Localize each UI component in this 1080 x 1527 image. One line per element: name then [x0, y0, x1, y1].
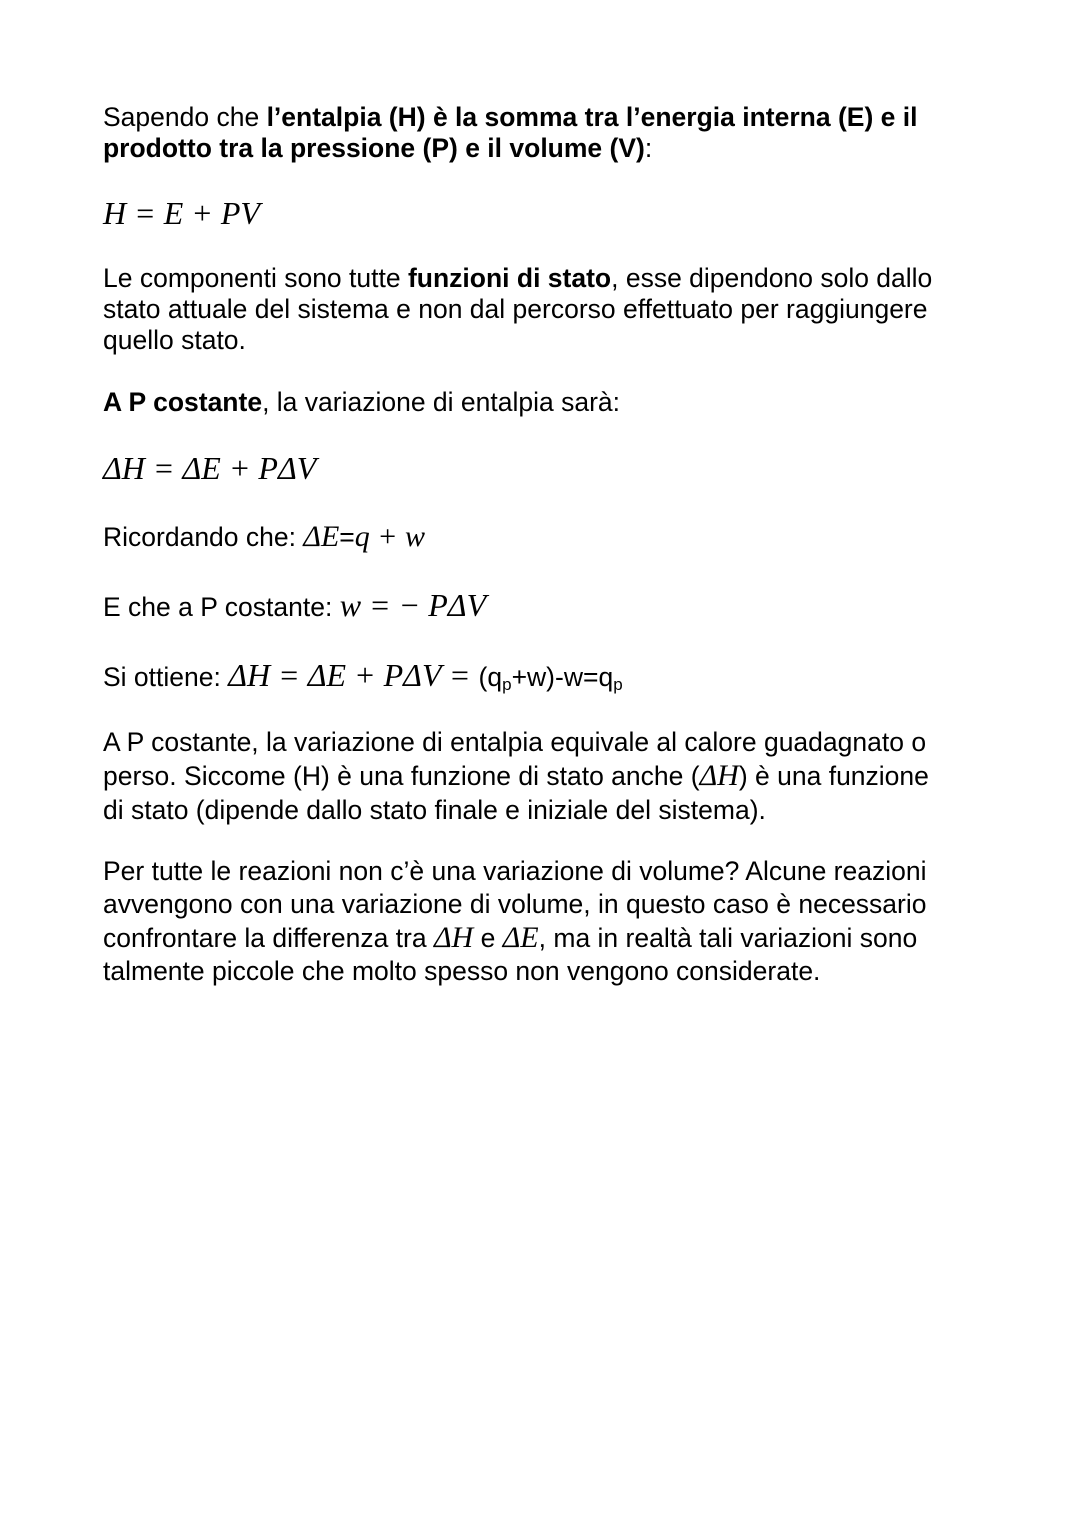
math-result: ΔH = ΔE + PΔV = — [228, 657, 479, 693]
equation-enthalpy — [103, 194, 260, 232]
text: = — [339, 522, 355, 552]
math-work: w = − PΔV — [339, 587, 487, 623]
work-at-constant-pressure-line — [103, 587, 983, 623]
text: +w)-w=q — [511, 662, 614, 692]
volume-variation-paragraph — [103, 855, 983, 988]
text: , ma in realtà tali variazioni sono — [538, 923, 918, 953]
text: Sapendo che — [103, 102, 267, 132]
text: (q — [478, 662, 503, 692]
math-delta-e: ΔE — [502, 921, 539, 954]
text: , la variazione di entalpia sarà: — [262, 387, 621, 417]
text: Si ottiene: — [103, 662, 229, 692]
text: stato attuale del sistema e non dal percorso effettuato per raggiungere — [103, 294, 928, 324]
text: perso. Siccome (H) è una funzione di stato anche ( — [103, 761, 700, 791]
text: di stato (dipende dallo stato finale e iniziale del sistema). — [103, 795, 766, 825]
bold-state-functions: funzioni di stato — [407, 263, 612, 293]
recall-internal-energy-line — [103, 521, 983, 553]
equation-delta-enthalpy — [103, 449, 316, 487]
bold-definition-line-2: prodotto tra la pressione (P) e il volume (V) — [103, 133, 645, 163]
text: Per tutte le reazioni non c’è una variazione di volume? Alcune reazioni — [103, 856, 927, 886]
text: E che a P costante: — [103, 592, 340, 622]
text: Le componenti sono tutte — [103, 263, 408, 293]
result-line — [103, 657, 983, 700]
text: : — [644, 133, 653, 163]
subscript-p: p — [613, 675, 623, 694]
text: ) è una funzione — [738, 761, 929, 791]
text: confrontare la differenza tra — [103, 923, 434, 953]
equation-text: H = E + PV — [103, 195, 260, 231]
text: e — [473, 923, 503, 953]
text: Ricordando che: — [103, 522, 304, 552]
equation-text: ΔH = ΔE + PΔV — [103, 450, 317, 486]
text: talmente piccole che molto spesso non vengono considerate. — [103, 956, 821, 986]
text: avvengono con una variazione di volume, in questo caso è necessario — [103, 889, 927, 919]
math-delta-h: ΔH — [699, 759, 739, 792]
constant-pressure-paragraph — [103, 387, 983, 418]
enthalpy-definition-paragraph — [103, 102, 983, 164]
math-delta-h: ΔH — [433, 921, 474, 954]
math-delta-e: ΔE — [303, 520, 340, 553]
bold-constant-pressure: A P costante — [103, 387, 263, 417]
text: , esse dipendono solo dallo — [611, 263, 933, 293]
text: A P costante, la variazione di entalpia equivale al calore guadagnato o — [103, 727, 927, 757]
text: quello stato. — [103, 325, 246, 355]
state-functions-paragraph — [103, 263, 983, 356]
math-q-plus-w: q + w — [354, 520, 426, 553]
heat-equivalence-paragraph — [103, 725, 983, 827]
subscript-p: p — [502, 675, 512, 694]
bold-definition-line-1: l’entalpia (H) è la somma tra l’energia interna (E) e il — [266, 102, 918, 132]
